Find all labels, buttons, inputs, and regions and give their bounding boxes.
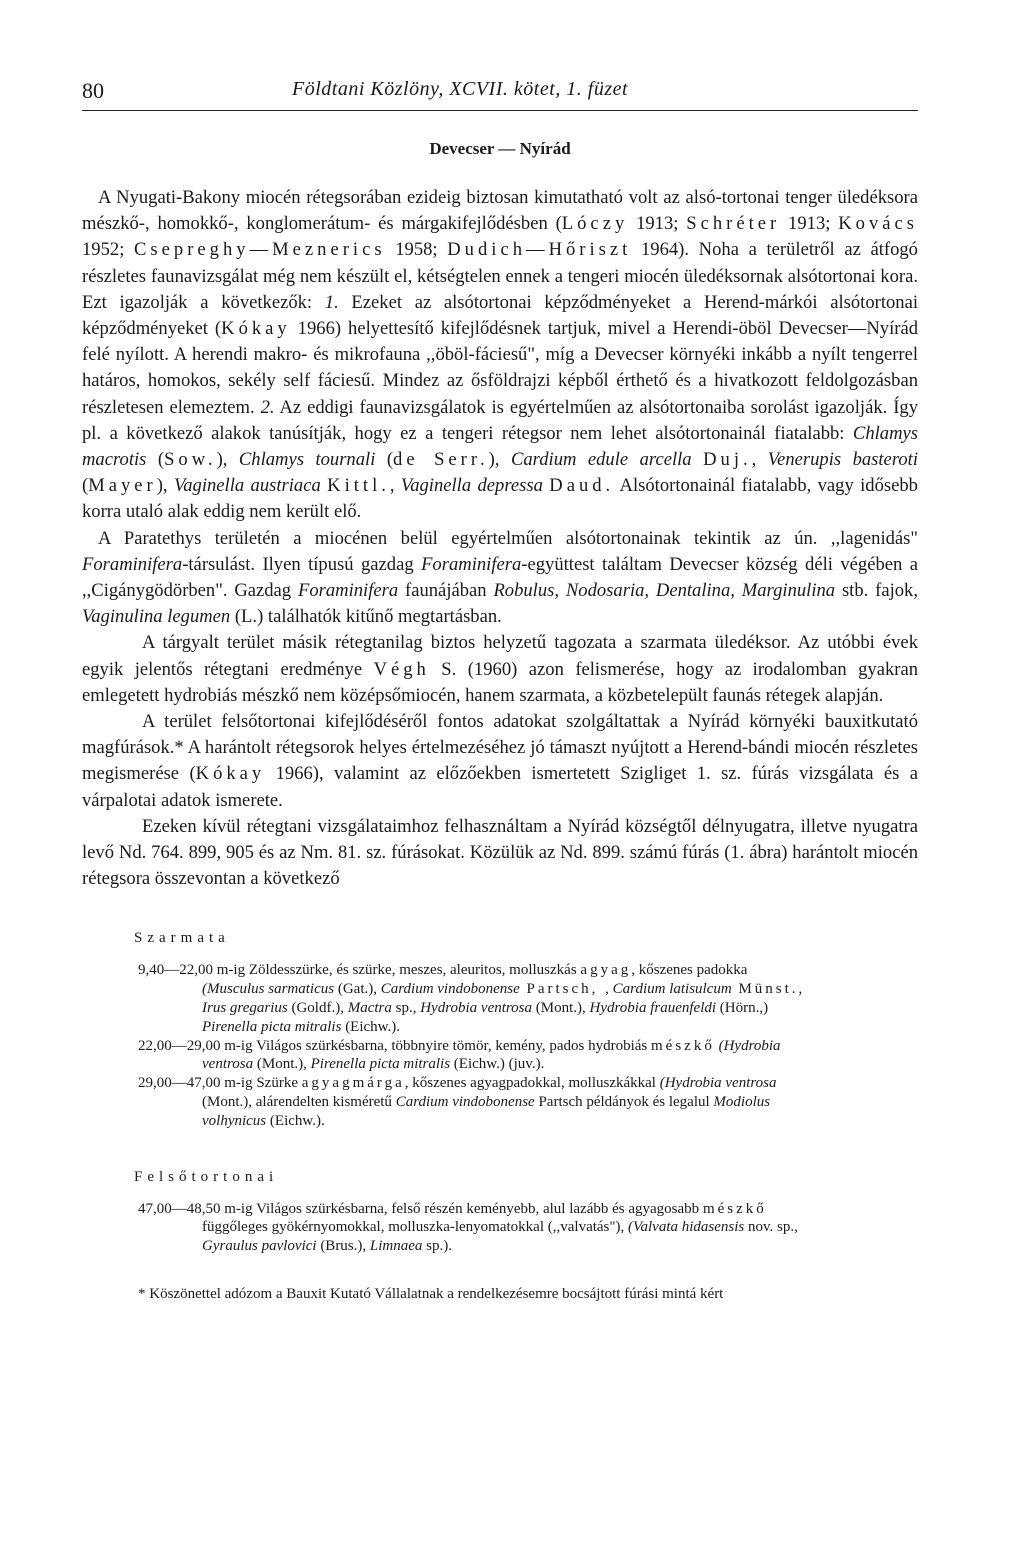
species-name: Robulus, Nodosaria, Dentalina, Marginulina (493, 580, 836, 602)
text-run: (Eichw.) (juv.). (450, 1056, 545, 1073)
species-name: (Hydrobia (714, 1037, 781, 1054)
species-name: Cardium vindobonense (395, 1094, 535, 1111)
text-run: , (389, 475, 401, 497)
author-name: Kókay (221, 318, 291, 340)
author-name: Duj. (703, 449, 752, 471)
footnote: * Köszönettel adózom a Bauxit Kutató Vállalatnak a rendelkezésemre bocsájtott fúrási mintá kért (138, 1286, 724, 1303)
text-run: (Goldf.), (287, 1000, 348, 1017)
text-run: ), (216, 449, 239, 471)
text-run: A terület felsőtortonai kifejlődéséről fontos adatokat szolgáltattak a Nyírád környéki bauxitkutató magfúrások.* A harántolt rétegsorok helyes értelmezéséhez jó támaszt nyújtott a Herend-bándi miocén részletes megismerése ( (82, 711, 918, 785)
entry-line: (Musculus sarmaticus (Gat.), Cardium vindobonense Partsch, , Cardium latisulcum Münst., (202, 981, 806, 998)
stage-heading-upper-tortonian: Felsőtortonai (134, 1168, 279, 1185)
species-name: Chlamys tournali (238, 449, 376, 471)
species-name: Hydrobia frauenfeldi (589, 1000, 717, 1017)
depth-range: 22,00—29,00 m-ig (138, 1037, 253, 1054)
text-run: sp.). (422, 1238, 452, 1255)
entry-line (138, 1218, 918, 1237)
text-run: Ezeket az alsótortonai képződményeket a Herend-márkói alsótortonai képződményeket ( (82, 291, 918, 340)
text-run: Világos szürkésbarna, felső részén keményebb, alul lazább és agyagosabb (252, 1200, 703, 1217)
text-run: Ezeken kívül rétegtani vizsgálataimhoz felhasználtam a Nyírád községtől délnyugatra, illetve nyugatra levő Nd. 764. 899, 905 és az Nm. 81. sz. fúrásokat. Közülük az Nd. 899. számú fúrás (1. ábra) harántolt miocén rétegsora összevontan a következő (82, 815, 918, 890)
entry-line (138, 1093, 918, 1112)
page (82, 70, 918, 1303)
text-run: Zöldesszürke, és szürke, meszes, aleuritos, molluszkás (245, 962, 581, 979)
text-run: (Brus.), (316, 1238, 370, 1255)
text-run: ), (156, 475, 174, 497)
entry-line (138, 961, 918, 980)
text-run: 1958; (385, 239, 448, 261)
text-run: S. (1960) azon felismerése, hogy az irodalomban gyakran emlegetett hydrobiás mészkő nem középsőmiocén, hanem szarmata, a közbetelepült faunás rétegek alapján. (82, 658, 918, 706)
text-run: Az eddigi faunavizsgálatok is egyértelműen az alsótortonaiba sorolást igazolják. Így pl. a következő alakok tanúsítják, hogy ez a tengeri rétegsor nem lehet alsótortonainál fiatalabb: (82, 396, 918, 444)
species-name: Foraminifera (82, 553, 183, 575)
text-run: , (751, 449, 768, 471)
author-name: Kittl. (327, 475, 390, 497)
text-run: ( (82, 475, 89, 497)
author-name: Lóczy (561, 213, 629, 235)
species-name: Vaginella depressa (400, 475, 543, 497)
paragraph-1 (82, 185, 918, 526)
text-run: 1966), valamint az előzőekben ismertetett Szigliget 1. sz. fúrás vizsgálata és a várpalotai adatok ismerete. (82, 763, 918, 811)
paragraph-3 (82, 630, 918, 709)
body-text (82, 185, 918, 892)
depth-range: 47,00—48,50 m-ig (138, 1200, 253, 1217)
species-name: (Hydrobia ventrosa (659, 1075, 777, 1092)
text-run: ( (375, 449, 394, 471)
text-run: A tárgyalt terület másik rétegtanilag biztos helyzetű tagozata a szarmata üledéksor. Az utóbbi évek egyik jelentős rétegtani eredménye (82, 632, 918, 680)
text-run: (Mont.), (532, 1000, 590, 1017)
text-run: ), (488, 449, 511, 471)
species-name: Cardium vindobonense (380, 981, 520, 998)
author-name: Daud. (549, 475, 615, 497)
paragraph-2 (82, 526, 918, 631)
text-run: , kőszenes padokka (631, 962, 748, 979)
species-name: ventrosa (202, 1056, 254, 1073)
species-name: Vaginulina legumen (82, 606, 231, 628)
species-name: volhynicus (202, 1112, 267, 1129)
entry-line (138, 1018, 918, 1037)
entry-line (138, 1074, 918, 1093)
author-name: Csepreghy—Meznerics (134, 239, 386, 261)
text-run: -együttest találtam Devecser község déli végében a ,,Cigánygödörben". Gazdag (82, 553, 918, 602)
stage-heading-sarmatian: Szarmata (134, 930, 230, 947)
author-name: Kókay (195, 763, 266, 785)
species-name: Vaginella austriaca (173, 475, 321, 497)
text-run: ( (146, 449, 165, 471)
lithology: mészkő (651, 1037, 715, 1054)
entry-line (138, 1055, 918, 1074)
text-run: 1913; (780, 213, 839, 235)
entry-line (138, 1237, 918, 1256)
entry-line (138, 1037, 918, 1056)
species-name: Pirenella picta mitralis (202, 1018, 342, 1035)
lithology: mészkő (702, 1200, 767, 1217)
lithology: agyag (580, 962, 632, 979)
running-head (82, 70, 918, 111)
text-run: 1964). (631, 239, 699, 261)
text-run: A Nyugati-Bakony miocén rétegsorában ezideig biztosan kimutatható volt az alsó-tortonai tenger üledéksora mészkő-, homokkő-, konglomerátum- és márgakifejlődésben ( (82, 187, 918, 235)
depth-range: 9,40—22,00 m-ig (138, 962, 246, 979)
text-run: 1913; (628, 213, 687, 235)
text-run: stb. fajok, (835, 580, 918, 602)
depth-range: 29,00—47,00 m-ig (138, 1075, 253, 1092)
author-name: Sow. (164, 449, 217, 471)
list-number: 2. (260, 396, 275, 418)
text-run: faunájában (398, 580, 494, 602)
species-name: (Musculus sarmaticus (202, 981, 335, 998)
species-name: Cardium edule arcella (510, 449, 692, 471)
text-run: Szürke (252, 1075, 302, 1092)
author-name: Dudich—Hőriszt (447, 239, 632, 261)
text-run: (Eichw.). (266, 1112, 325, 1129)
text-run: (L.) találhatók kitűnő megtartásban. (230, 606, 502, 628)
author-name: Kovács (838, 213, 918, 235)
text-run: sp., (391, 1000, 421, 1017)
text-run: Noha a területről az átfogó részletes faunavizsgálat még nem készült el, kétségtelen ennek a tengeri miocén üledéksornak alsótortonai kora. Ezt igazolják a következők: (82, 239, 918, 313)
author-name: Münst., (731, 981, 806, 998)
species-name: Modiolus (713, 1094, 771, 1111)
text-run: (Hörn.,) (716, 1000, 769, 1017)
paragraph-4 (82, 709, 918, 814)
page-number: 80 (82, 78, 104, 103)
text-run: Partsch példányok és legalul (534, 1094, 714, 1111)
species-name: Mactra (347, 1000, 392, 1017)
species-name: (Valvata hidasensis (628, 1219, 745, 1236)
text-run: (Eichw.). (341, 1018, 401, 1035)
text-run (692, 449, 703, 470)
section-entry (82, 1037, 918, 1075)
species-name: Gyraulus pavlovici (202, 1238, 317, 1255)
species-name: Hydrobia ventrosa (420, 1000, 533, 1017)
text-run: Alsótortonainál fiatalabb, vagy idősebb korra utaló alak eddig nem került elő. (82, 475, 918, 523)
text-run: 1966) helyettesítő kifejlődésnek tartjuk, mivel a Herendi-öböl Devecser—Nyírád felé nyílott. A herendi makro- és mikrofauna ,,öböl-fáciesű", míg a Devecser környéki inkább a nyílt tengerrel határos, homokos, sekély self fáciesű. Mindez az ősföldrajzi képből érthető és a hivatkozott feldolgozásban részletesen elemeztem. (82, 318, 919, 418)
text-run: , kőszenes agyagpadokkal, molluszkákkal (404, 1075, 660, 1092)
paragraph-5 (82, 814, 918, 893)
section-entry (82, 1074, 918, 1130)
entry-line (138, 1112, 918, 1131)
text-run: (Mont.), (253, 1056, 311, 1073)
text-run: Világos szürkésbarna, többnyire tömör, kemény, pados hydrobiás (252, 1037, 652, 1054)
species-name: Limnaea (369, 1238, 423, 1255)
species-name: Chlamys macrotis (82, 422, 918, 471)
species-name: Cardium latisulcum (612, 981, 732, 998)
text-run: A Paratethys területén a miocénen belül egyértelműen alsótortonainak tekintik az ún. ,,lagenidás" (98, 527, 918, 549)
text-run: függőleges gyökérnyomokkal, molluszka-lenyomatokkal (,,valvatás"), (202, 1219, 629, 1236)
list-number: 1. (324, 291, 339, 313)
author-name: Mayer (88, 475, 157, 497)
text-run: (Mont.), alárendelten kisméretű (202, 1094, 396, 1111)
author-name: de Serr. (393, 449, 489, 471)
text-run: 1952; (82, 239, 135, 261)
species-name: Venerupis basteroti (767, 449, 918, 471)
species-name: Pirenella picta mitralis (310, 1056, 451, 1073)
author-name: Végh (373, 658, 430, 680)
author-name: Schréter (686, 213, 781, 235)
text-run: nov. sp., (744, 1219, 798, 1236)
text-run: -társulást. Ilyen típusú gazdag (182, 553, 422, 575)
lithology: agyagmárga (301, 1075, 405, 1092)
section-entry (82, 961, 918, 1036)
entry-line (138, 999, 918, 1018)
species-name: Irus gregarius (202, 1000, 288, 1017)
text-run: (Gat.), (334, 981, 381, 998)
species-name: Foraminifera (297, 580, 399, 602)
entry-line (138, 1200, 918, 1219)
author-name: Partsch, (519, 981, 606, 998)
section-entry (82, 1200, 918, 1256)
journal-title: Földtani Közlöny, XCVII. kötet, 1. füzet (292, 78, 629, 100)
species-name: Foraminifera (421, 553, 522, 575)
section-title: Devecser — Nyírád (429, 139, 571, 158)
